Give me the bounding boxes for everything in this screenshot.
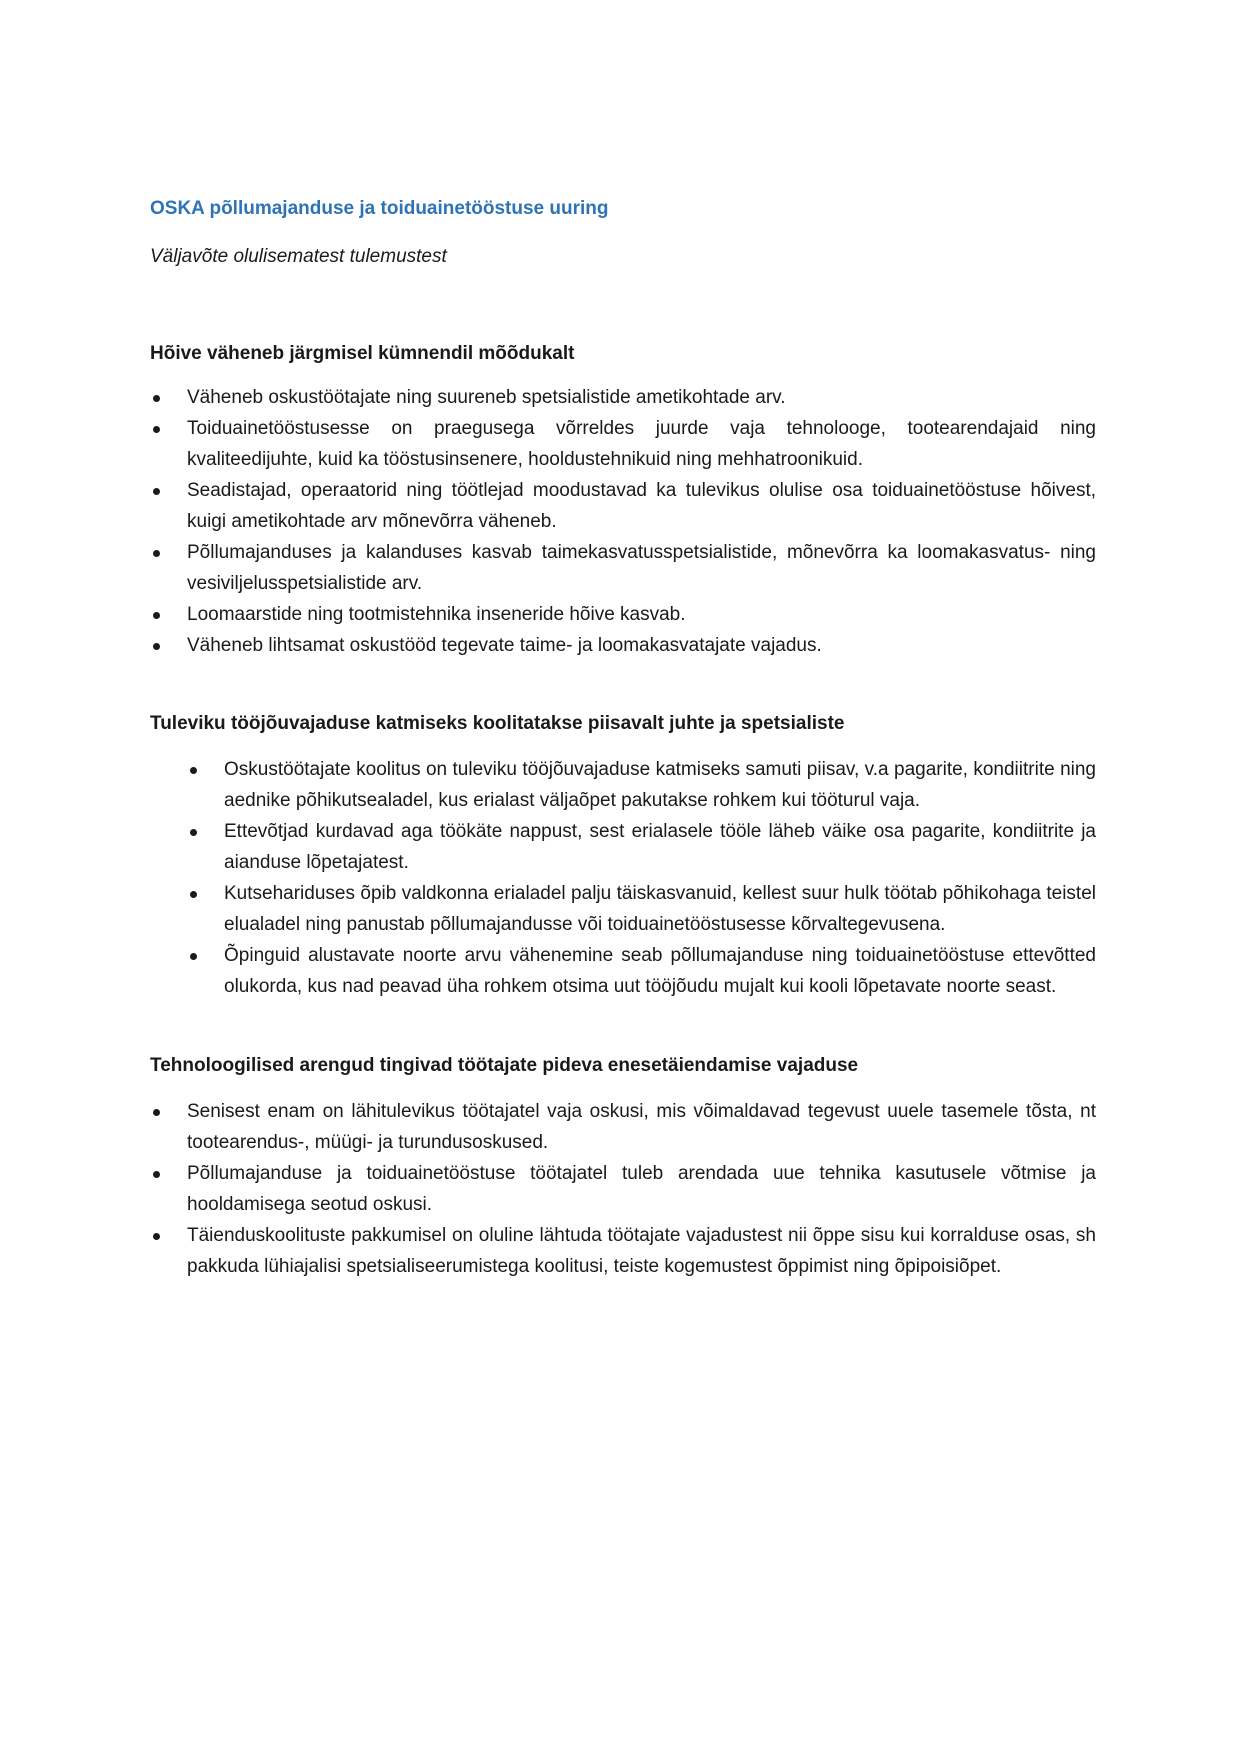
bullet-icon — [153, 426, 160, 433]
document-subtitle: Väljavõte olulisematest tulemustest — [150, 246, 447, 267]
list-item-text: Põllumajanduse ja toiduainetööstuse töötajatel tuleb arendada uue tehnika kasutusele võtmise ja hooldamisega seotud oskusi. — [187, 1163, 1096, 1215]
list-item — [224, 816, 1096, 878]
bullet-icon — [153, 1109, 160, 1116]
bullet-icon — [153, 643, 160, 650]
list-item — [187, 413, 1096, 475]
section-training — [150, 711, 1096, 1002]
list-item-text: Toiduainetööstusesse on praegusega võrreldes juurde vaja tehnolooge, tootearendajaid ning kvaliteedijuhte, kuid ka tööstusinsenere, hooldustehnikuid ning mehhatroonikuid. — [187, 418, 1096, 470]
bullet-icon — [153, 1233, 160, 1240]
bullet-icon — [153, 550, 160, 557]
section-technology — [150, 1053, 1096, 1282]
list-item — [224, 754, 1096, 816]
section-heading: Tehnoloogilised arengud tingivad töötajate pideva enesetäiendamise vajaduse — [150, 1055, 859, 1076]
list-item-text: Väheneb oskustöötajate ning suureneb spetsialistide ametikohtade arv. — [187, 387, 786, 408]
list-item-text: Täienduskoolituste pakkumisel on oluline lähtuda töötajate vajadustest nii õppe sisu kui korralduse osas, sh pakkuda lühiajalisi spetsialiseerumistega koolitusi, teiste kogemustest õppimist ning õpipoisiõpet. — [187, 1225, 1096, 1277]
list-item — [187, 1158, 1096, 1220]
list-item-text: Ettevõtjad kurdavad aga töökäte nappust, sest erialasele tööle läheb väike osa pagarite, kondiitrite ja aianduse lõpetajatest. — [224, 821, 1096, 873]
list-item-text: Väheneb lihtsamat oskustööd tegevate taime- ja loomakasvatajate vajadus. — [187, 635, 822, 656]
bullet-icon — [190, 953, 197, 960]
list-item-text: Oskustöötajate koolitus on tuleviku tööjõuvajaduse katmiseks samuti piisav, v.a pagarite, kondiitrite ning aednike põhikutsealadel, kus erialast väljaõpet pakutakse rohkem kui tööturul vaja. — [224, 759, 1096, 811]
list-item-text: Põllumajanduses ja kalanduses kasvab taimekasvatusspetsialistide, mõnevõrra ka loomakasvatus- ning vesiviljelusspetsialistide arv. — [187, 542, 1096, 594]
list-item — [187, 475, 1096, 537]
list-item — [187, 630, 1096, 661]
list-item-text: Õpinguid alustavate noorte arvu vähenemine seab põllumajanduse ning toiduainetööstuse ettevõtted olukorda, kus nad peavad üha rohkem otsima uut tööjõudu mujalt kui kooli lõpetavate noorte seast. — [224, 945, 1096, 997]
list-item — [187, 537, 1096, 599]
list-item-text: Seadistajad, operaatorid ning töötlejad moodustavad ka tulevikus olulise osa toiduainetööstuse hõivest, kuigi ametikohtade arv mõnevõrra väheneb. — [187, 480, 1096, 532]
list-item — [187, 599, 1096, 630]
list-item-text: Senisest enam on lähitulevikus töötajatel vaja oskusi, mis võimaldavad tegevust uuele tasemele tõsta, nt tootearendus-, müügi- ja turundusoskused. — [187, 1101, 1096, 1153]
section-employment — [150, 341, 1096, 661]
document-title: OSKA põllumajanduse ja toiduainetööstuse uuring — [150, 198, 609, 219]
list-item — [187, 382, 1096, 413]
list-item — [224, 940, 1096, 1002]
list-item-text: Loomaarstide ning tootmistehnika inseneride hõive kasvab. — [187, 604, 686, 625]
bullet-icon — [153, 488, 160, 495]
bullet-icon — [190, 767, 197, 774]
section-heading: Hõive väheneb järgmisel kümnendil mõõdukalt — [150, 343, 575, 364]
list-item — [187, 1096, 1096, 1158]
bullet-icon — [153, 395, 160, 402]
list-item — [187, 1220, 1096, 1282]
bullet-icon — [190, 829, 197, 836]
bullet-icon — [153, 612, 160, 619]
section-heading: Tuleviku tööjõuvajaduse katmiseks koolitatakse piisavalt juhte ja spetsialiste — [150, 713, 845, 734]
bullet-list — [150, 1096, 1096, 1282]
bullet-list — [150, 382, 1096, 661]
bullet-list — [150, 754, 1096, 1002]
list-item — [224, 878, 1096, 940]
document-page — [150, 196, 1096, 1282]
bullet-icon — [153, 1171, 160, 1178]
list-item-text: Kutsehariduses õpib valdkonna erialadel palju täiskasvanuid, kellest suur hulk töötab põhikohaga teistel elualadel ning panustab põllumajandusse või toiduainetööstusesse kõrvaltegevusena. — [224, 883, 1096, 935]
bullet-icon — [190, 891, 197, 898]
